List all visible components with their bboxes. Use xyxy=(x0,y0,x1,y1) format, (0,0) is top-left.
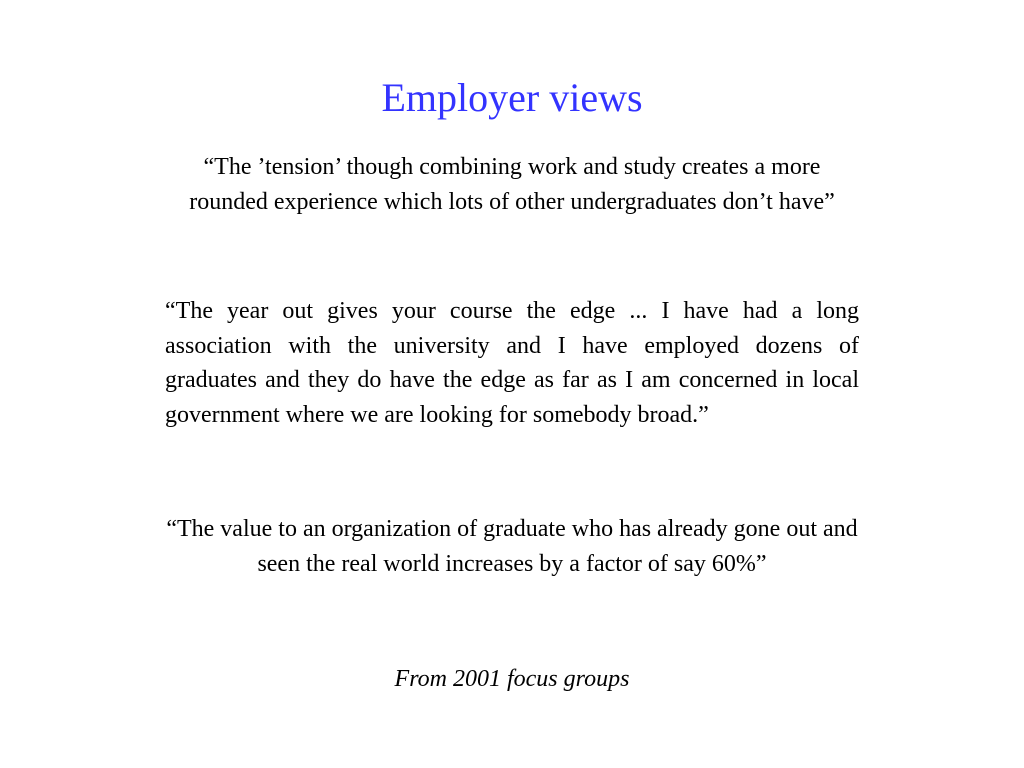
quote-graduate-value: “The value to an organization of graduate who has already gone out and seen the real world increases by a factor of say 60%” xyxy=(166,516,858,577)
quote-work-study-tension: “The ’tension’ though combining work and study creates a more rounded experience which lots of other undergraduates don’t have” xyxy=(189,154,835,215)
slide-title: Employer views xyxy=(381,75,643,120)
source-note: From 2001 focus groups xyxy=(394,666,630,692)
quote-year-out-edge: “The year out gives your course the edge ... I have had a long association with the university and I have employed dozens of graduates and they do have the edge as far as I am concerned in local government where we are looking for somebody broad.” xyxy=(165,298,859,428)
